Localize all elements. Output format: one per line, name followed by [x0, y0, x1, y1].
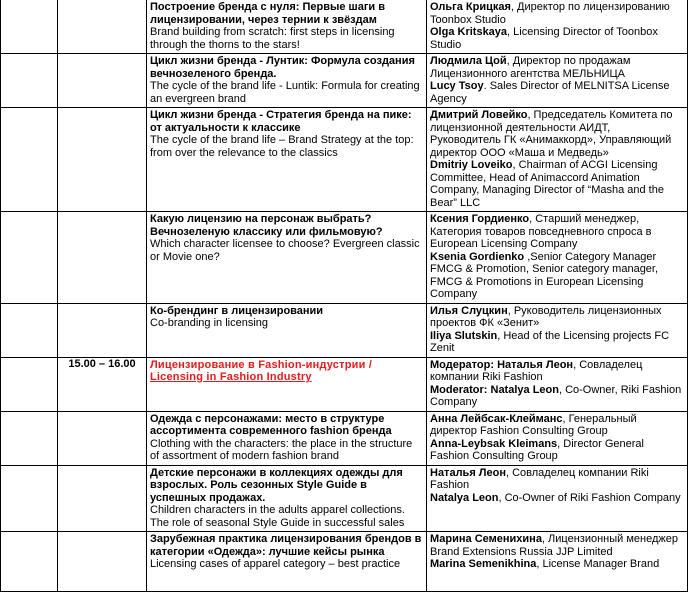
empty-cell [1, 54, 58, 108]
topic-title-en: Co-branding in licensing [150, 317, 269, 329]
speaker-name-en: Dmitriy Loveiko [430, 159, 513, 171]
speaker-name-en: Natalya Leon [430, 491, 499, 504]
empty-cell [1, 0, 58, 54]
moderator-cell [427, 357, 688, 411]
empty-cell [1, 303, 58, 357]
table-row [1, 212, 688, 304]
speaker-cell [427, 0, 688, 54]
speaker-role-en: , Chairman of ACGI Licensing Committee, Head of Animaccord Animation Company, Managing Director of “Masha and the Bear” LLC [430, 159, 664, 209]
speaker-role-en: . Sales Director of MELNITSA License Agency [430, 80, 670, 105]
speaker-name-ru: Марина Семенихина [430, 533, 542, 545]
speaker-role-en: , Head of the Licensing projects FC Zenit [430, 329, 670, 354]
empty-cell [1, 108, 58, 212]
empty-cell [58, 411, 147, 465]
topic-title-en: Children characters in the adults apparel collections. The role of seasonal Style Guide in successful sales [150, 504, 405, 529]
table-row [1, 0, 688, 54]
speaker-role-en: ,Senior Category Manager FMCG & Promotion, Senior category manager, FMCG & Promotions in European Licensing Company [430, 250, 659, 300]
session-time: 15.00 – 16.00 [58, 357, 147, 411]
topic-title-en: The cycle of the brand life – Brand Strategy at the top: from over the relevance to the classics [150, 134, 414, 159]
topic-cell [147, 532, 427, 592]
empty-cell [1, 532, 58, 592]
speaker-cell [427, 411, 688, 465]
empty-cell [1, 411, 58, 465]
topic-cell [147, 212, 427, 304]
topic-title-ru: Зарубежная практика лицензирования брендов в категории «Одежда»: лучшие кейсы рынка [150, 533, 422, 558]
speaker-role-ru: , Лицензионный менеджер Brand Extensions Russia JJP Limited [430, 533, 678, 558]
topic-cell [147, 0, 427, 54]
empty-cell [58, 212, 147, 304]
section-title-ru: Лицензирование в Fashion-индустрии / [150, 358, 373, 371]
speaker-role-en: , Licensing Director of Toonbox Studio [430, 26, 658, 51]
empty-cell [1, 212, 58, 304]
topic-title-ru: Цикл жизни бренда - Стратегия бренда на пике: от актуальности к классике [150, 109, 412, 134]
topic-title-en: Clothing with the characters: the place in the structure of assortment of modern fashion brand [150, 437, 413, 462]
topic-title-en: Brand building from scratch: first steps in licensing through the thorns to the stars! [150, 26, 395, 51]
speaker-name-ru: Дмитрий Ловейко [430, 109, 528, 121]
speaker-role-ru: , Председатель Комитета по лицензионной деятельности АИДТ, Руководитель ГК «Анимаккорд», Управляющий директор ООО «Маша и Медведь» [430, 109, 673, 159]
topic-cell [147, 303, 427, 357]
topic-title-ru: Построение бренда с нуля: Первые шаги в лицензировании, через тернии к звёздам [150, 1, 385, 26]
topic-title-ru: Ко-брендинг в лицензировании [150, 304, 324, 317]
speaker-role-en: , Director General Fashion Consulting Group [430, 437, 644, 462]
speaker-name-ru: Ольга Крицкая [430, 1, 511, 13]
moderator-name-ru: Модератор: Наталья Леон [430, 358, 574, 371]
speaker-role-en: , Co-Owner of Riki Fashion Company [498, 491, 681, 504]
speaker-role-ru: , Директор по продажам Лицензионного агентства МЕЛЬНИЦА [430, 55, 631, 80]
speaker-name-ru: Ксения Гордиенко [430, 213, 530, 225]
topic-title-en: Which character licensee to choose? Evergreen classic or Movie one? [150, 238, 420, 263]
speaker-cell [427, 108, 688, 212]
speaker-name-ru: Анна Лейбсак-Клейманс [430, 412, 563, 425]
topic-cell [147, 54, 427, 108]
topic-title-en: The cycle of the brand life - Luntik: Formula for creating an evergreen brand [150, 80, 420, 105]
topic-cell [147, 411, 427, 465]
table-row [1, 465, 688, 532]
topic-cell [147, 465, 427, 532]
speaker-cell [427, 212, 688, 304]
topic-title-ru: Какую лицензию на персонаж выбрать? Вечнозеленую классику или фильмовую? [150, 213, 383, 238]
speaker-name-en: Lucy Tsoy [430, 80, 484, 92]
speaker-cell [427, 532, 688, 592]
speaker-name-en: Olga Kritskaya [430, 26, 508, 38]
speaker-role-ru: , Старший менеджер, Категория товаров повседневного спроса в European Licensing Company [430, 213, 652, 250]
empty-cell [58, 54, 147, 108]
section-title-en: Licensing in Fashion Industry [150, 371, 312, 383]
table-row [1, 532, 688, 592]
speaker-name-ru: Наталья Леон [430, 466, 506, 479]
topic-title-ru: Детские персонажи в коллекциях одежды для взрослых. Роль сезонных Style Guide в успешных продажах. [150, 466, 403, 504]
table-row [1, 108, 688, 212]
empty-cell [58, 303, 147, 357]
empty-cell [58, 0, 147, 54]
table-row [1, 411, 688, 465]
table-row [1, 54, 688, 108]
topic-title-en: Licensing cases of apparel category – best practice [150, 558, 401, 570]
speaker-name-ru: Людмила Цой [430, 55, 507, 67]
empty-cell [1, 465, 58, 532]
empty-cell [58, 465, 147, 532]
speaker-cell [427, 465, 688, 532]
moderator-role-ru: , Совладелец компании Riki Fashion [430, 358, 643, 383]
topic-title-ru: Цикл жизни бренда - Лунтик: Формула создания вечнозеленого бренда. [150, 55, 415, 80]
section-title-cell [147, 357, 427, 411]
speaker-name-en: Marina Semenikhina [430, 558, 537, 570]
speaker-cell [427, 303, 688, 357]
speaker-role-ru: , Совладелец компании Riki Fashion [430, 466, 649, 491]
empty-cell [58, 108, 147, 212]
speaker-name-en: Iliya Slutskin [430, 329, 498, 342]
moderator-name-en: Moderator: Natalya Leon [430, 383, 559, 396]
speaker-name-en: Anna-Leybsak Kleimans [430, 437, 558, 450]
topic-cell [147, 108, 427, 212]
moderator-role-en: , Co-Owner, Riki Fashion Company [430, 383, 682, 408]
speaker-name-ru: Илья Слуцкин [430, 304, 508, 317]
table-row [1, 303, 688, 357]
topic-title-ru: Одежда с персонажами: место в структуре ассортимента современного fashion бренда [150, 412, 392, 437]
speaker-role-ru: , Руководитель лицензионных проектов ФК «Зенит» [430, 304, 662, 329]
speaker-cell [427, 54, 688, 108]
speaker-role-ru: , Генеральный директор Fashion Consulting Group [430, 412, 637, 437]
empty-cell [58, 532, 147, 592]
speaker-name-en: Ksenia Gordienko [430, 250, 525, 263]
speaker-role-en: , License Manager Brand [536, 558, 660, 570]
empty-cell [1, 357, 58, 411]
section-row [1, 357, 688, 411]
speaker-role-ru: , Директор по лицензированию Toonbox Studio [430, 1, 670, 26]
